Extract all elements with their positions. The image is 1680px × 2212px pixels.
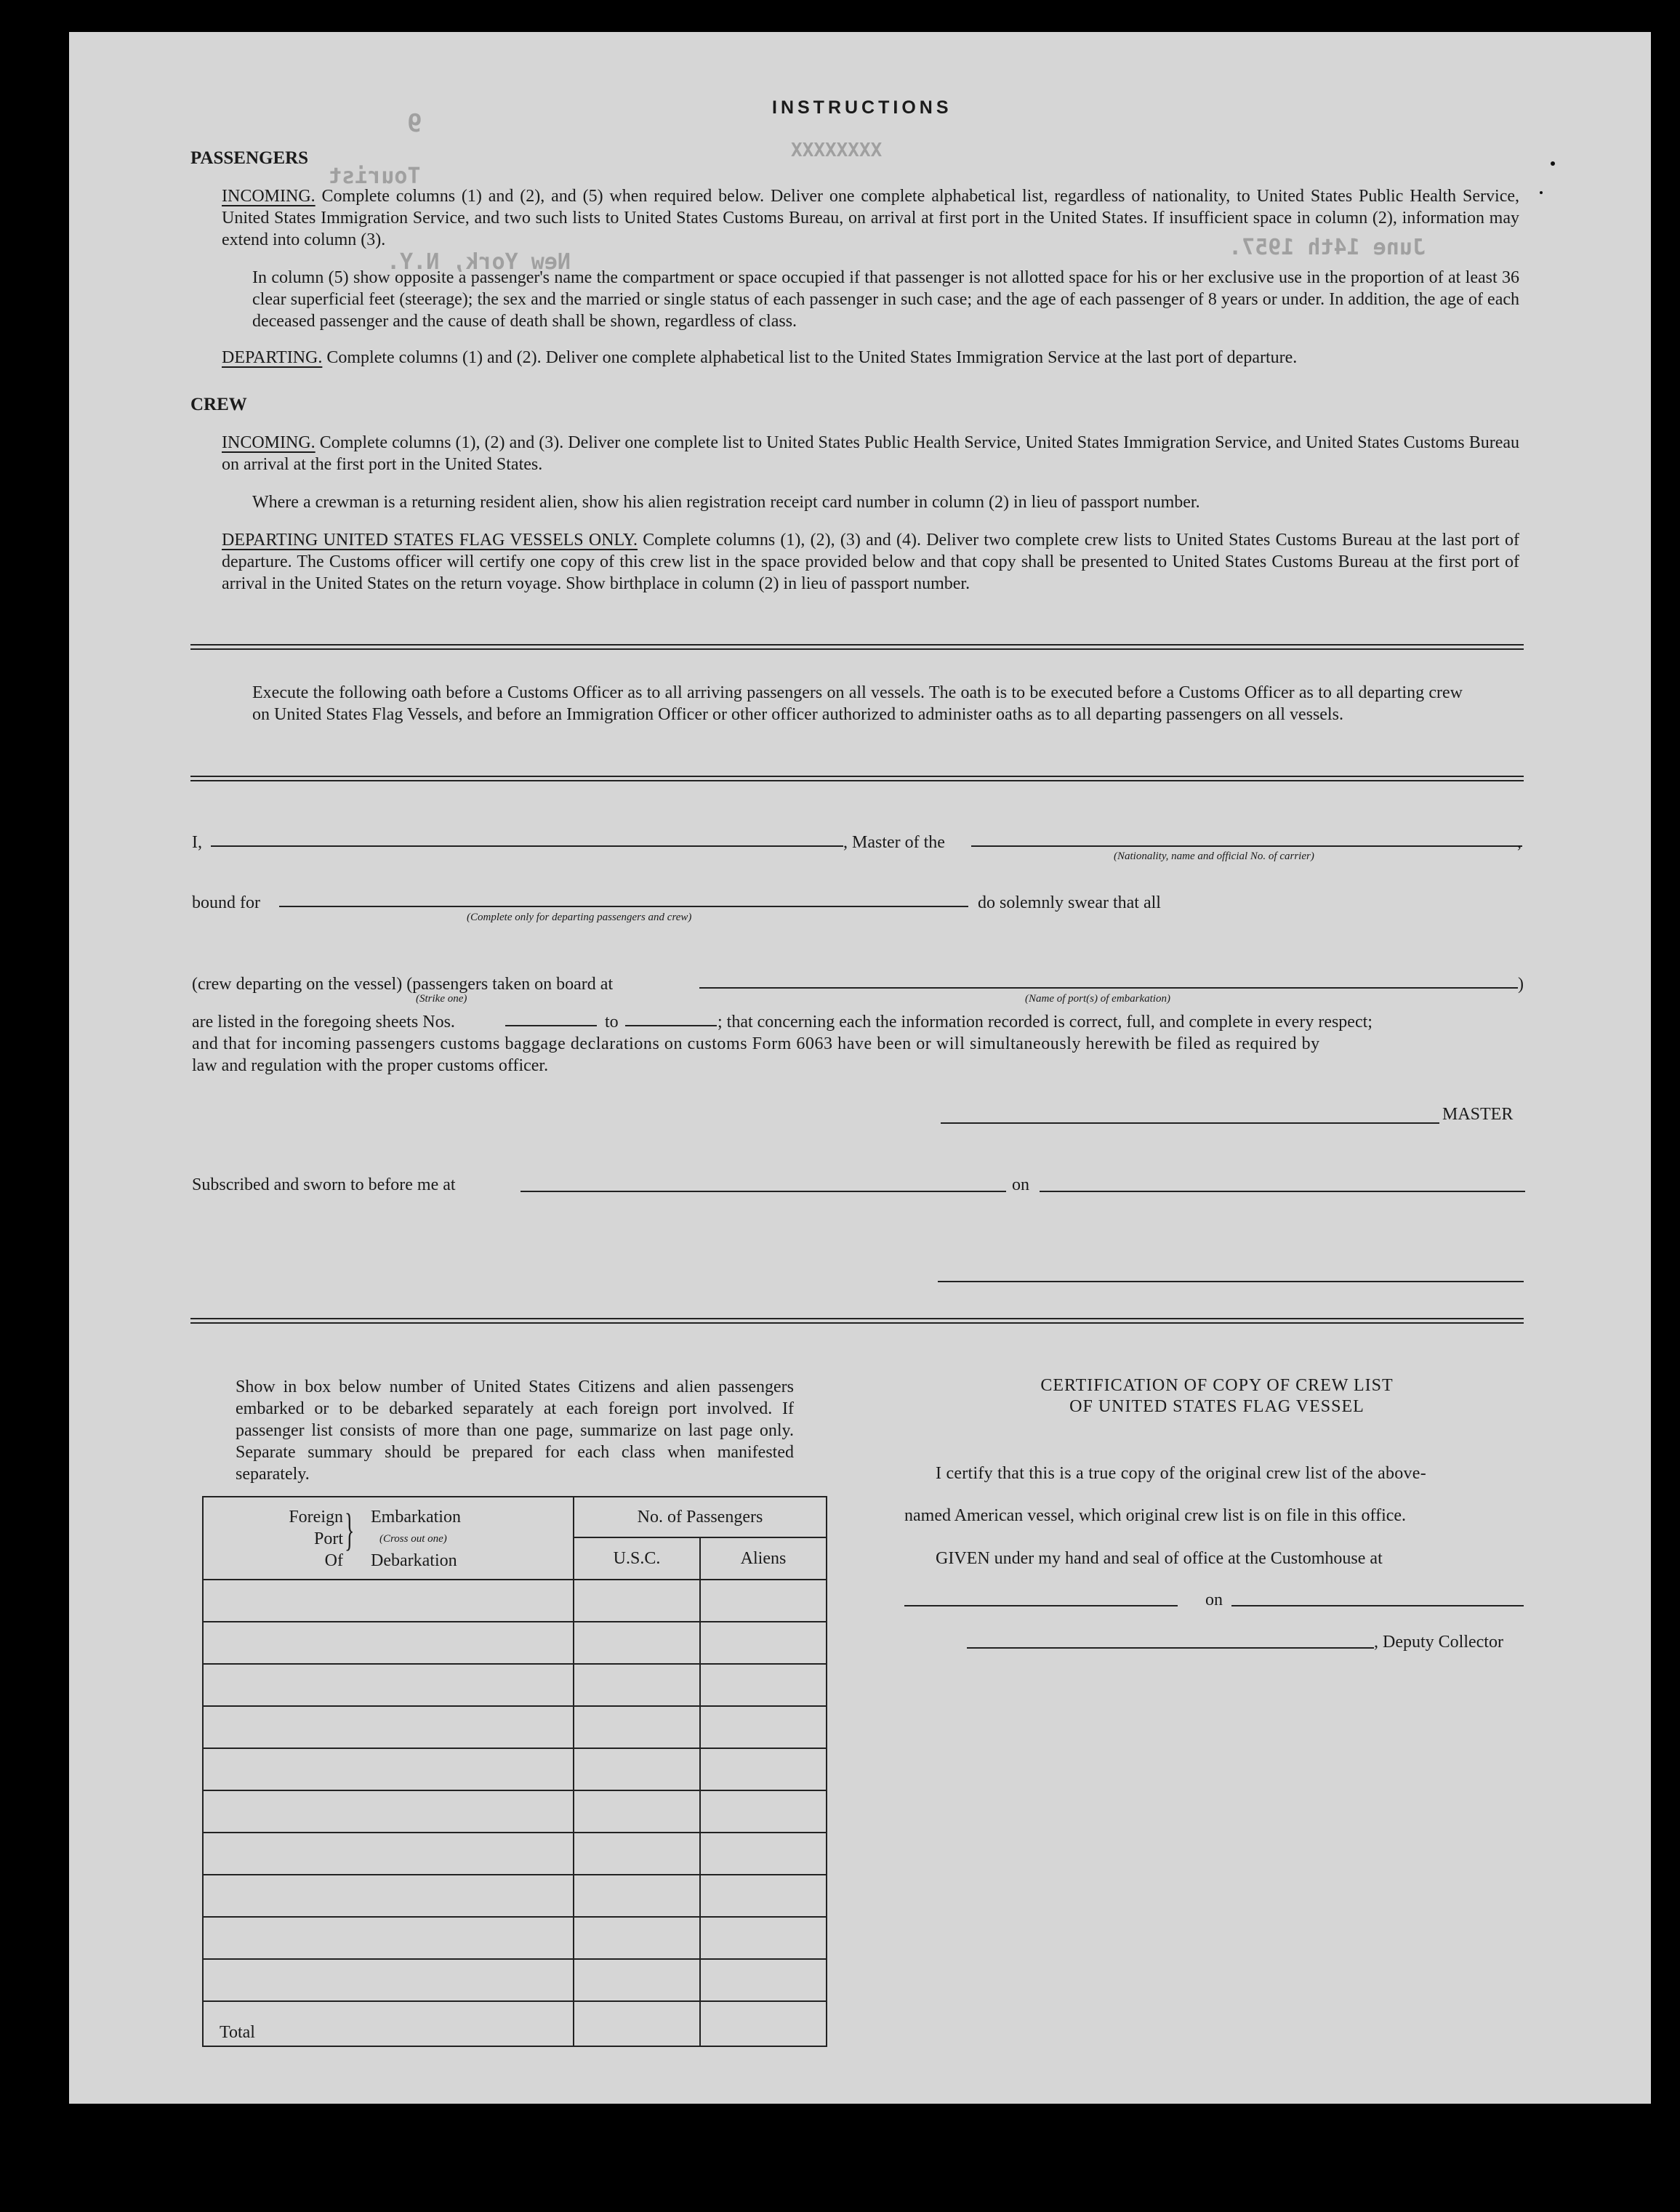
sworn-date-field[interactable] [1040,1191,1525,1192]
certification-deputy: , Deputy Collector [1374,1633,1503,1652]
oath-close-paren: ) [1518,975,1524,994]
oath-i: I, [192,833,202,852]
port-cell[interactable] [203,1580,574,1622]
usc-cell[interactable] [574,1959,700,2001]
oath-swear: do solemnly swear that all [978,893,1161,912]
aliens-cell[interactable] [700,1875,827,1917]
passengers-departing-text: Complete columns (1) and (2). Deliver one complete alphabetical list to the United States Immigration Service at the last port of departure. [326,348,1298,367]
oath-instructions: Execute the following oath before a Customs Officer as to all arriving passengers on all vessels. The oath is to be executed before a Customs Officer as to all departing crew on United States Flag Vessels, and before an Immigration Officer or other officer authorized to administer oaths as to all departing passengers on all vessels. [252,683,1463,724]
divider-2 [190,776,1524,781]
oath-listed-line2: and that for incoming passengers customs baggage declarations on customs Form 6063 have been or will simultaneously herewith be filed as required by [192,1034,1320,1053]
port-cell[interactable] [203,1748,574,1790]
total-usc-cell[interactable] [574,2001,700,2046]
header-port: Port [313,1529,343,1548]
header-debarkation: Debarkation [371,1551,457,1570]
aliens-cell[interactable] [700,1959,827,2001]
bleed-city: New York, N.Y. [387,249,571,275]
usc-cell[interactable] [574,1580,700,1622]
oath-master: MASTER [1442,1105,1514,1124]
oath-listed-prefix: are listed in the foregoing sheets Nos. [192,1013,455,1031]
sheets-to-field[interactable] [625,1025,717,1026]
port-cell[interactable] [203,1833,574,1875]
table-row [203,1706,827,1748]
bleed-tourist: Tourist [329,164,421,189]
sheets-from-field[interactable] [505,1025,597,1026]
oath-master-of-the: , Master of the [843,833,945,852]
aliens-cell[interactable] [700,1622,827,1664]
oath-subscribed: Subscribed and sworn to before me at [192,1175,456,1194]
port-cell[interactable] [203,1917,574,1959]
header-usc: U.S.C. [574,1537,700,1580]
table-row [203,1580,827,1622]
usc-cell[interactable] [574,1833,700,1875]
oath-on: on [1012,1175,1029,1194]
bleed-mark: 9 [407,109,422,138]
aliens-cell[interactable] [700,1664,827,1706]
port-cell[interactable] [203,1790,574,1833]
usc-cell[interactable] [574,1790,700,1833]
scan-dot [1540,191,1543,194]
oath-to: to [605,1013,619,1031]
certification-date-field[interactable] [1231,1605,1524,1606]
usc-cell[interactable] [574,1748,700,1790]
certification-heading-1: CERTIFICATION OF COPY OF CREW LIST [1040,1376,1394,1395]
port-cell[interactable] [203,1959,574,2001]
passenger-summary-table [202,1496,827,2047]
header-of: Of [324,1551,343,1570]
carrier-caption: (Nationality, name and official No. of carrier) [1114,850,1314,862]
port-cell[interactable] [203,1664,574,1706]
port-cell[interactable] [203,1875,574,1917]
crew-alien: Where a crewman is a returning resident alien, show his alien registration receipt card number in column (2) in lieu of passport number. [252,493,1200,512]
header-foreign: Foreign [289,1508,343,1527]
officer-signature-field[interactable] [938,1281,1524,1282]
oath-listed-rest: ; that concerning each the information recorded is correct, full, and complete in every respect; [718,1013,1372,1031]
carrier-field[interactable] [971,845,1522,847]
passengers-departing-label: DEPARTING. [222,348,323,367]
usc-cell[interactable] [574,1875,700,1917]
oath-bound-for: bound for [192,893,260,912]
port-embarkation-field[interactable] [699,987,1518,989]
total-label-cell [203,2001,574,2046]
usc-cell[interactable] [574,1664,700,1706]
bleed-date: June 14th 1957. [1229,235,1426,260]
crew-departing [222,529,1519,595]
certification-line-3: GIVEN under my hand and seal of office at the Customhouse at [936,1549,1383,1568]
header-cross-out: (Cross out one) [379,1533,447,1545]
passengers-heading: PASSENGERS [190,148,309,168]
passengers-incoming-text: Complete columns (1) and (2), and (5) when required below. Deliver one complete alphabetical list, regardless of nationality, to United States Public Health Service, United States Immigration Service, and two such lists to United States Customs Bureau, on arrival at first port in the United States. If insufficient space in column (2), information may extend into column (3). [222,187,1520,249]
table-row [203,1664,827,1706]
crew-incoming [222,432,1519,475]
crew-departing-text: Complete columns (1), (2), (3) and (4). Deliver two complete crew lists to United States Customs Bureau at the last port of departure. The Customs officer will certify one copy of this crew list in the space provided below and that copy shall be presented to United States Customs Bureau at the first port of arrival in the United States on the return voyage. Show birthplace in column (2) in lieu of passport number. [222,531,1520,593]
usc-cell[interactable] [574,1706,700,1748]
usc-cell[interactable] [574,1622,700,1664]
brace-glyph: } [345,1505,355,1555]
sworn-place-field[interactable] [521,1191,1006,1192]
table-row [203,1875,827,1917]
port-cell[interactable] [203,1622,574,1664]
oath-trailing-comma: , [1517,833,1522,852]
scan-dot [1551,161,1555,166]
crew-departing-label: DEPARTING UNITED STATES FLAG VESSELS ONLY. [222,531,638,550]
certification-line-2: named American vessel, which original crew list is on file in this office. [904,1506,1407,1525]
passengers-incoming-label: INCOMING. [222,187,315,206]
table-row [203,1622,827,1664]
bleed-xxxx: XXXXXXXX [791,140,883,161]
passengers-column5: In column (5) show opposite a passenger's name the compartment or space occupied if that passenger is not allotted space for his or her exclusive use in the proportion of at least 36 clear superficial feet (steerage); the sex and the married or single status of each passenger in such case; and the age of each passenger of 8 years or under. In addition, the age of each deceased passenger and the cause of death shall be shown, regardless of class. [252,268,1519,331]
customhouse-field[interactable] [904,1605,1178,1606]
table-row [203,1917,827,1959]
passengers-incoming [222,185,1519,251]
port-caption: (Name of port(s) of embarkation) [1025,993,1170,1005]
divider-3 [190,1318,1524,1324]
bound-for-field[interactable] [279,906,968,907]
page-title: INSTRUCTIONS [772,97,952,118]
crew-heading: CREW [190,395,247,414]
summary-instructions: Show in box below number of United States Citizens and alien passengers embarked or to be debarked separately at each foreign port involved. If passenger list consists of more than one page, summarize on last page only. Separate summary should be prepared for each class when manifested separately. [236,1378,794,1484]
oath-listed-line3: law and regulation with the proper customs officer. [192,1056,549,1075]
header-aliens: Aliens [700,1537,827,1580]
aliens-cell[interactable] [700,1580,827,1622]
certification-heading-2: OF UNITED STATES FLAG VESSEL [1069,1397,1365,1416]
strike-caption: (Strike one) [416,993,467,1005]
oath-crew-departing: (crew departing on the vessel) (passengers taken on board at [192,975,614,994]
divider-1 [190,644,1524,650]
total-aliens-cell[interactable] [700,2001,827,2046]
usc-cell[interactable] [574,1917,700,1959]
master-name-field[interactable] [211,845,843,847]
aliens-cell[interactable] [700,1706,827,1748]
port-header-cell [203,1497,574,1580]
aliens-cell[interactable] [700,1833,827,1875]
passengers-departing [222,347,1519,369]
master-signature-field[interactable] [941,1122,1439,1124]
crew-incoming-text: Complete columns (1), (2) and (3). Deliver one complete list to United States Public Health Service, United States Immigration Service, and United States Customs Bureau on arrival at the first port in the United States. [222,433,1520,474]
certification-on: on [1205,1590,1223,1609]
certification-line-1: I certify that this is a true copy of the original crew list of the above- [936,1464,1426,1483]
total-label: Total [220,2023,255,2042]
crew-incoming-label: INCOMING. [222,433,315,452]
departing-caption: (Complete only for departing passengers and crew) [467,912,692,923]
table-row [203,1959,827,2001]
total-row [203,2001,827,2046]
port-cell[interactable] [203,1706,574,1748]
aliens-cell[interactable] [700,1748,827,1790]
aliens-cell[interactable] [700,1917,827,1959]
table-row [203,1790,827,1833]
table-row [203,1748,827,1790]
aliens-cell[interactable] [700,1790,827,1833]
header-embarkation: Embarkation [371,1508,461,1527]
deputy-collector-signature-field[interactable] [967,1647,1374,1649]
header-no-of-passengers: No. of Passengers [574,1497,827,1537]
table-row [203,1833,827,1875]
